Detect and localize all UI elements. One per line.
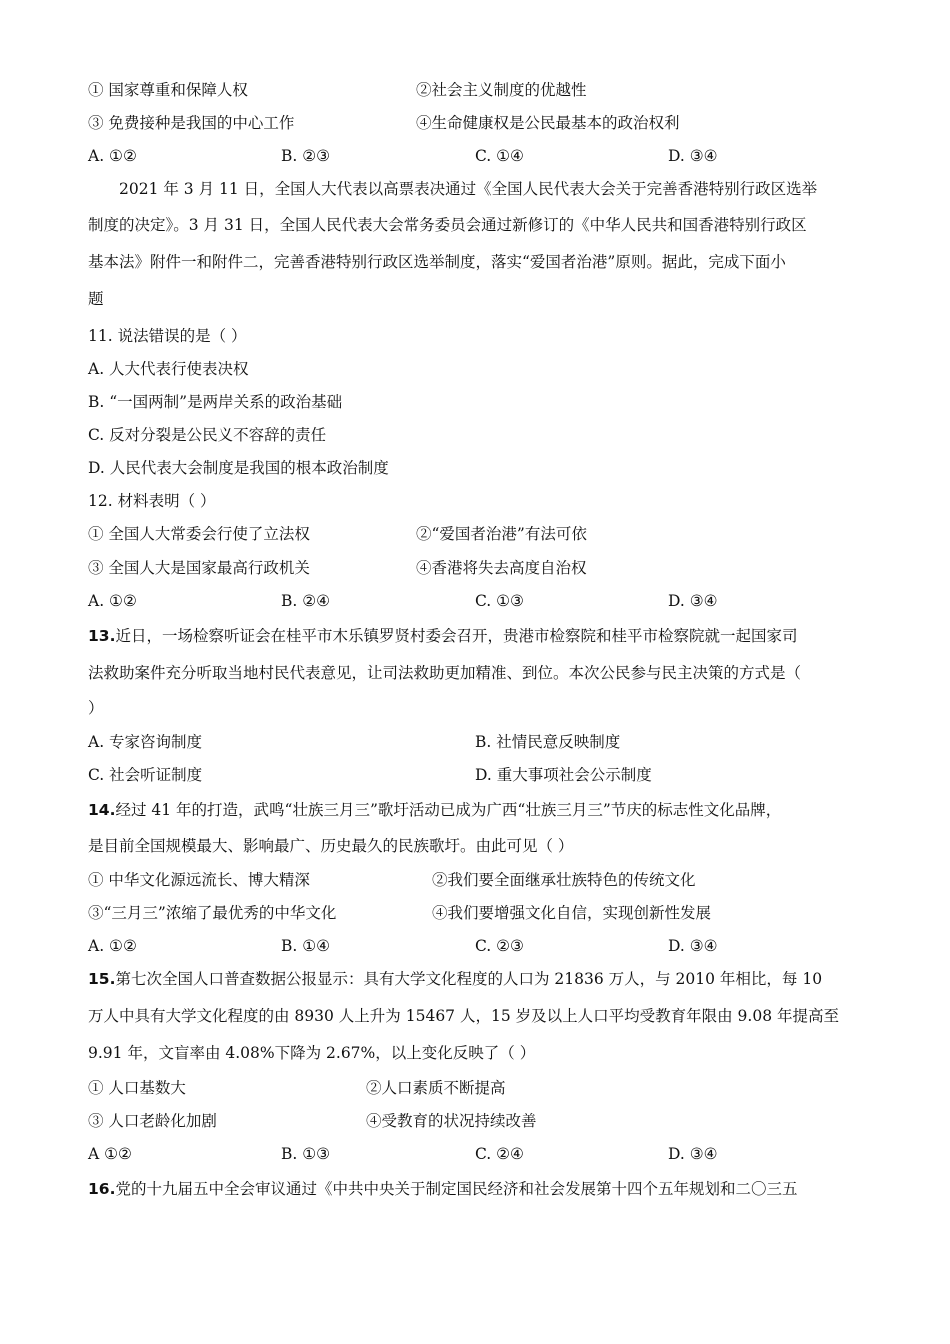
q15-line-1 <box>88 968 822 990</box>
q16-number: 16. <box>88 1180 116 1198</box>
q15-answer-d: D. ③④ <box>668 1145 718 1163</box>
q14-number: 14. <box>88 801 116 819</box>
q16-text-1: 党的十九届五中全会审议通过《中共中央关于制定国民经济和社会发展第十四个五年规划和二〇三五 <box>115 1180 798 1198</box>
q13-option-d: D. 重大事项社会公示制度 <box>475 766 652 784</box>
q15-answer-a: A ①② <box>88 1145 132 1163</box>
q15-text-1: 第七次全国人口普查数据公报显示：具有大学文化程度的人口为 21836 万人，与 2010 年相比，每 10 <box>115 970 823 988</box>
q12-answer-a: A. ①② <box>88 592 137 610</box>
q12-item-4: ④香港将失去高度自治权 <box>416 559 587 577</box>
q12-item-1: ① 全国人大常委会行使了立法权 <box>88 525 310 543</box>
q14-answer-b: B. ①④ <box>281 937 331 955</box>
q13-text-1: 近日，一场检察听证会在桂平市木乐镇罗贤村委会召开，贵港市检察院和桂平市检察院就一起国家司 <box>115 627 798 645</box>
q14-answer-a: A. ①② <box>88 937 137 955</box>
option-1: ① 国家尊重和保障人权 <box>88 81 248 99</box>
q14-line-2: 是目前全国规模最大、影响最广、历史最久的民族歌圩。由此可见（ ） <box>88 837 574 855</box>
answer-b: B. ②③ <box>281 147 331 165</box>
q14-line-1 <box>88 799 781 821</box>
q11-option-a: A. 人大代表行使表决权 <box>88 360 249 378</box>
q15-item-2: ②人口素质不断提高 <box>366 1079 506 1097</box>
q15-item-3: ③ 人口老龄化加剧 <box>88 1112 217 1130</box>
q15-answer-c: C. ②④ <box>475 1145 524 1163</box>
q12-answer-c: C. ①③ <box>475 592 524 610</box>
q11-option-d: D. 人民代表大会制度是我国的根本政治制度 <box>88 459 389 477</box>
q11-option-b: B. “一国两制”是两岸关系的政治基础 <box>88 393 343 411</box>
q15-answer-b: B. ①③ <box>281 1145 331 1163</box>
q14-answer-d: D. ③④ <box>668 937 718 955</box>
material-line-1: 2021 年 3 月 11 日，全国人大代表以高票表决通过《全国人民代表大会关于完善香港特别行政区选举 <box>119 180 818 198</box>
q13-number: 13. <box>88 627 116 645</box>
material-line-2: 制度的决定》。3 月 31 日，全国人民代表大会常务委员会通过新修订的《中华人民共和国香港特别行政区 <box>88 216 807 234</box>
q11-stem: 11. 说法错误的是（ ） <box>88 327 247 345</box>
q14-item-3: ③“三月三”浓缩了最优秀的中华文化 <box>88 904 337 922</box>
q12-item-2: ②“爱国者治港”有法可依 <box>416 525 587 543</box>
q15-line-3: 9.91 年，文盲率由 4.08%下降为 2.67%，以上变化反映了（ ） <box>88 1044 536 1062</box>
q13-line-2: 法救助案件充分听取当地村民代表意见，让司法救助更加精准、到位。本次公民参与民主决策的方式是（ <box>88 664 802 682</box>
q11-option-c: C. 反对分裂是公民义不容辞的责任 <box>88 426 327 444</box>
q14-item-2: ②我们要全面继承壮族特色的传统文化 <box>432 871 696 889</box>
q12-item-3: ③ 全国人大是国家最高行政机关 <box>88 559 310 577</box>
answer-d: D. ③④ <box>668 147 718 165</box>
q12-answer-b: B. ②④ <box>281 592 331 610</box>
q12-stem: 12. 材料表明（ ） <box>88 492 216 510</box>
option-2: ②社会主义制度的优越性 <box>416 81 587 99</box>
answer-a: A. ①② <box>88 147 137 165</box>
q15-number: 15. <box>88 970 116 988</box>
q14-item-1: ① 中华文化源远流长、博大精深 <box>88 871 310 889</box>
material-line-3: 基本法》附件一和附件二，完善香港特别行政区选举制度，落实“爱国者治港”原则。据此，完成下面小 <box>88 253 786 271</box>
q14-text-1: 经过 41 年的打造，武鸣“壮族三月三”歌圩活动已成为广西“壮族三月三”节庆的标志性文化品牌， <box>115 801 782 819</box>
q14-item-4: ④我们要增强文化自信，实现创新性发展 <box>432 904 712 922</box>
q14-answer-c: C. ②③ <box>475 937 524 955</box>
q13-option-c: C. 社会听证制度 <box>88 766 203 784</box>
material-line-4: 题 <box>88 290 104 308</box>
q15-line-2: 万人中具有大学文化程度的由 8930 人上升为 15467 人，15 岁及以上人口平均受教育年限由 9.08 年提高至 <box>88 1007 839 1025</box>
q13-option-b: B. 社情民意反映制度 <box>475 733 621 751</box>
q15-item-4: ④受教育的状况持续改善 <box>366 1112 537 1130</box>
option-4: ④生命健康权是公民最基本的政治权利 <box>416 114 680 132</box>
q13-option-a: A. 专家咨询制度 <box>88 733 203 751</box>
q16-line-1 <box>88 1178 797 1200</box>
q15-item-1: ① 人口基数大 <box>88 1079 186 1097</box>
answer-c: C. ①④ <box>475 147 524 165</box>
q13-line-1 <box>88 625 797 647</box>
option-3: ③ 免费接种是我国的中心工作 <box>88 114 295 132</box>
q13-line-3: ） <box>88 699 104 717</box>
q12-answer-d: D. ③④ <box>668 592 718 610</box>
